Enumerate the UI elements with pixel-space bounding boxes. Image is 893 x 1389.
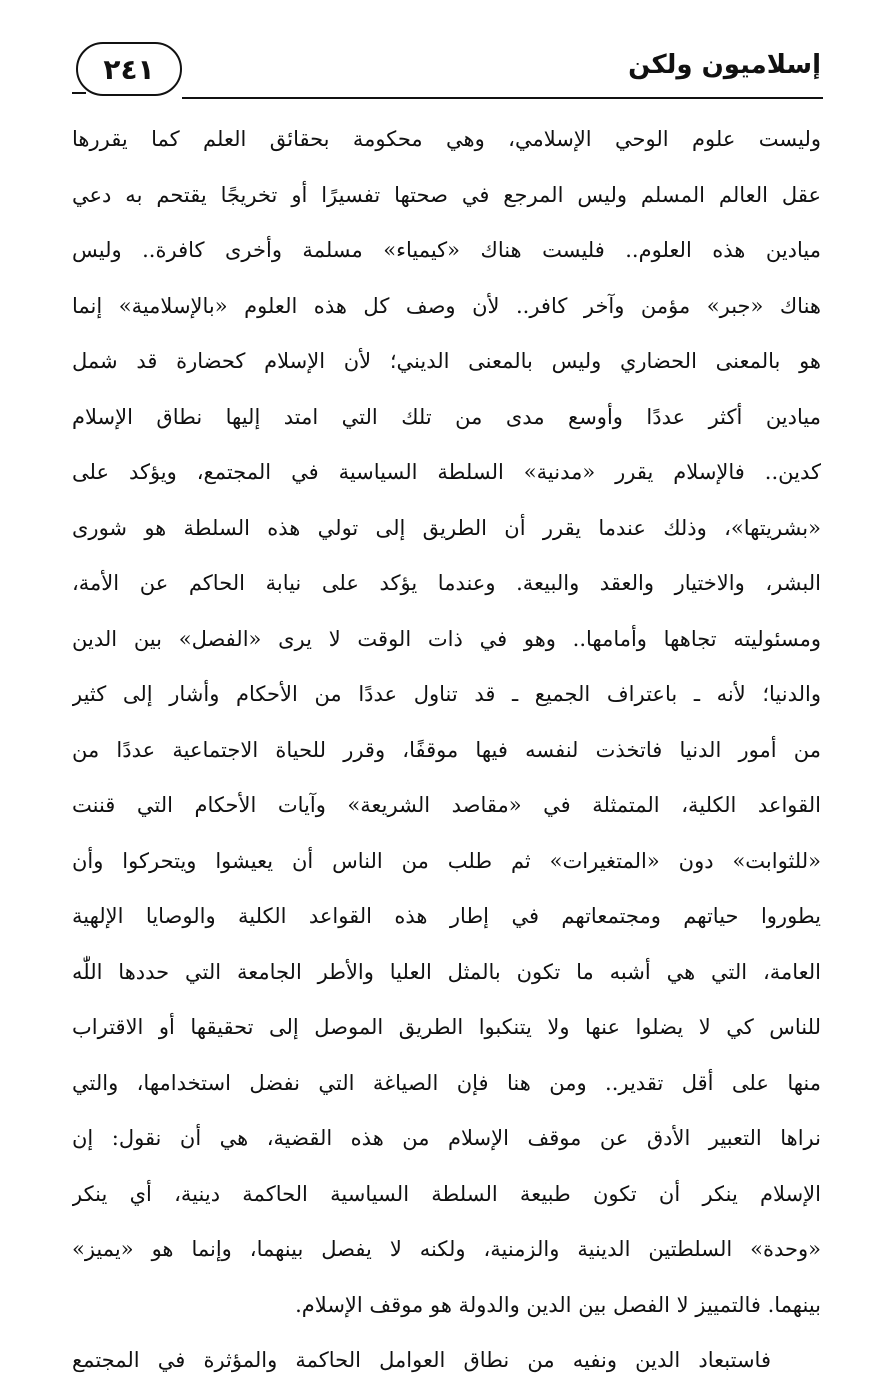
text-line: «وحدة» السلطتين الدينية والزمنية، ولكنه لا يفصل بينهما، وإنما هو «يميز»: [72, 1237, 821, 1261]
paragraph-last-line: بينهما. فالتمييز لا الفصل بين الدين والدولة هو موقف الإسلام.: [295, 1292, 821, 1317]
text-line: ميادين أكثر عددًا وأوسع مدى من تلك التي امتد إليها نطاق الإسلام: [72, 404, 821, 429]
text-line: «للثوابت» دون «المتغيرات» ثم طلب من الناس أن يعيشوا ويتحركوا وأن: [72, 848, 821, 873]
text-line: للناس كي لا يضلوا عنها ولا يتنكبوا الطريق الموصل إلى تحقيقها أو الاقتراب: [72, 1015, 821, 1039]
text-line: والدنيا؛ لأنه ـ باعتراف الجميع ـ قد تناول عددًا من الأحكام وأشار إلى كثير: [72, 682, 821, 706]
body-text: [72, 112, 821, 1389]
text-line: يطوروا حياتهم ومجتمعاتهم في إطار هذه القواعد الكلية والوصايا الإلهية: [72, 904, 821, 928]
page-number: ٢٤١: [103, 52, 155, 86]
text-line: القواعد الكلية، المتمثلة في «مقاصد الشريعة» وآيات الأحكام التي قننت: [72, 793, 821, 817]
header-divider: [182, 97, 823, 99]
text-line: كدين.. فالإسلام يقرر «مدنية» السلطة السياسية في المجتمع، ويؤكد على: [72, 460, 821, 484]
text-line: الإسلام ينكر أن تكون طبيعة السلطة السياسية الحاكمة دينية، أي ينكر: [72, 1181, 821, 1206]
page-number-badge: [76, 42, 182, 96]
text-line: «بشريتها»، وذلك عندما يقرر أن الطريق إلى تولي هذه السلطة هو شورى: [72, 515, 821, 540]
text-line: نراها التعبير الأدق عن موقف الإسلام من هذه القضية، هي أن نقول: إن: [72, 1126, 821, 1150]
paragraph-first-line: فاستبعاد الدين ونفيه من نطاق العوامل الحاكمة والمؤثرة في المجتمع: [72, 1348, 771, 1372]
text-line: هو بالمعنى الحضاري وليس بالمعنى الديني؛ لأن الإسلام كحضارة قد شمل: [72, 349, 821, 373]
text-line: ميادين هذه العلوم.. فليست هناك «كيمياء» مسلمة وأخرى كافرة.. وليس: [72, 238, 821, 262]
text-line: هناك «جبر» مؤمن وآخر كافر.. لأن وصف كل هذه العلوم «بالإسلامية» إنما: [72, 293, 821, 318]
header-divider-left: [72, 92, 86, 94]
text-line: عقل العالم المسلم وليس المرجع في صحتها تفسيرًا أو تخريجًا يقتحم به دعي: [72, 182, 821, 207]
text-line: العامة، التي هي أشبه ما تكون بالمثل العليا والأطر الجامعة التي حددها اللّٰه: [72, 959, 821, 984]
running-header-title: إسلاميون ولكن: [628, 50, 821, 80]
text-line: منها على أقل تقدير.. ومن هنا فإن الصياغة التي نفضل استخدامها، والتي: [72, 1070, 821, 1095]
text-line: ومسئوليته تجاهها وأمامها.. وهو في ذات الوقت لا يرى «الفصل» بين الدين: [72, 626, 821, 651]
text-line: وليست علوم الوحي الإسلامي، وهي محكومة بحقائق العلم كما يقررها: [72, 127, 821, 151]
text-line: البشر، والاختيار والعقد والبيعة. وعندما يؤكد على نيابة الحاكم عن الأمة،: [72, 571, 821, 595]
text-line: من أمور الدنيا فاتخذت لنفسه فيها موقفًا، وقرر للحياة الاجتماعية عددًا من: [72, 737, 821, 762]
